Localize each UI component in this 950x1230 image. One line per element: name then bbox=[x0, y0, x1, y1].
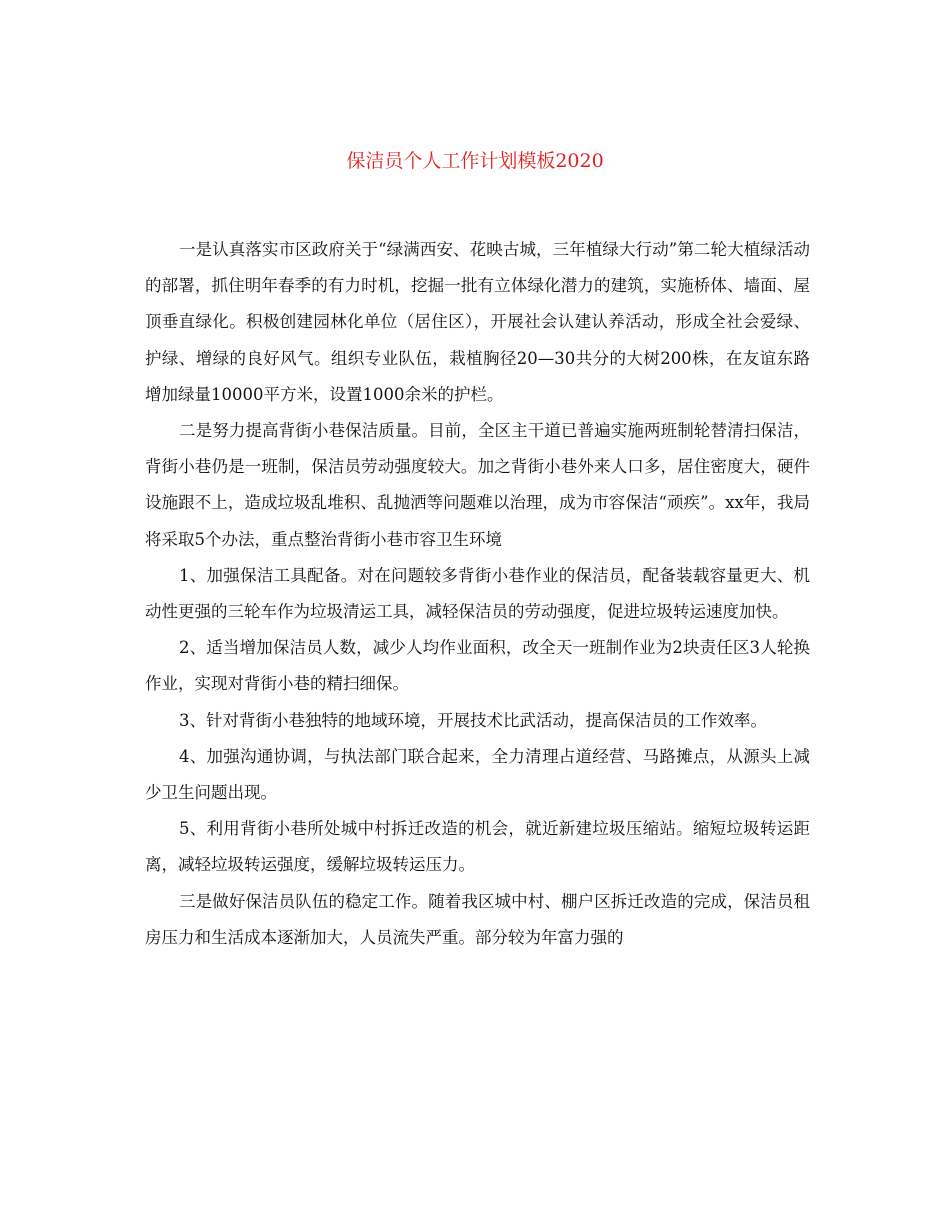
paragraph-greening: 一是认真落实市区政府关于“绿满西安、花映古城，三年植绿大行动”第二轮大植绿活动的部署，抓住明年春季的有力时机，挖掘一批有立体绿化潜力的建筑，实施桥体、墙面、屋顶垂直绿化。积极创建园林化单位（居住区），开展社会认建认养活动，形成全社会爱绿、护绿、增绿的良好风气。组织专业队伍，栽植胸径20—30共分的大树200株，在友谊东路增加绿量10000平方米，设置1000余米的护栏。 bbox=[145, 240, 810, 404]
document-title: 保洁员个人工作计划模板2020 bbox=[346, 150, 604, 172]
paragraph-staff-stability: 三是做好保洁员队伍的稳定工作。随着我区城中村、棚户区拆迁改造的完成，保洁员租房压力和生活成本逐渐加大，人员流失严重。部分较为年富力强的 bbox=[145, 891, 810, 947]
paragraph-item-2: 2、适当增加保洁员人数，减少人均作业面积，改全天一班制作业为2块责任区3人轮换作业，实现对背街小巷的精扫细保。 bbox=[145, 638, 810, 694]
paragraph-alley-cleaning: 二是努力提高背街小巷保洁质量。目前，全区主干道已普遍实施两班制轮替清扫保洁，背街小巷仍是一班制，保洁员劳动强度较大。加之背街小巷外来人口多，居住密度大，硬件设施跟不上，造成垃圾乱堆积、乱抛洒等问题难以治理，成为市容保洁“顽疾”。xx年，我局将采取5个办法，重点整治背街小巷市容卫生环境 bbox=[145, 421, 810, 549]
paragraph-item-1: 1、加强保洁工具配备。对在问题较多背街小巷作业的保洁员，配备装载容量更大、机动性更强的三轮车作为垃圾清运工具，减轻保洁员的劳动强度，促进垃圾转运速度加快。 bbox=[145, 565, 810, 622]
paragraph-item-5: 5、利用背街小巷所处城中村拆迁改造的机会，就近新建垃圾压缩站。缩短垃圾转运距离，减轻垃圾转运强度，缓解垃圾转运压力。 bbox=[145, 819, 810, 875]
document-body bbox=[145, 232, 810, 956]
paragraph-item-4: 4、加强沟通协调，与执法部门联合起来，全力清理占道经营、马路摊点，从源头上减少卫生问题出现。 bbox=[145, 746, 810, 803]
paragraph-item-3: 3、针对背街小巷独特的地域环境，开展技术比武活动，提高保洁员的工作效率。 bbox=[179, 710, 767, 730]
